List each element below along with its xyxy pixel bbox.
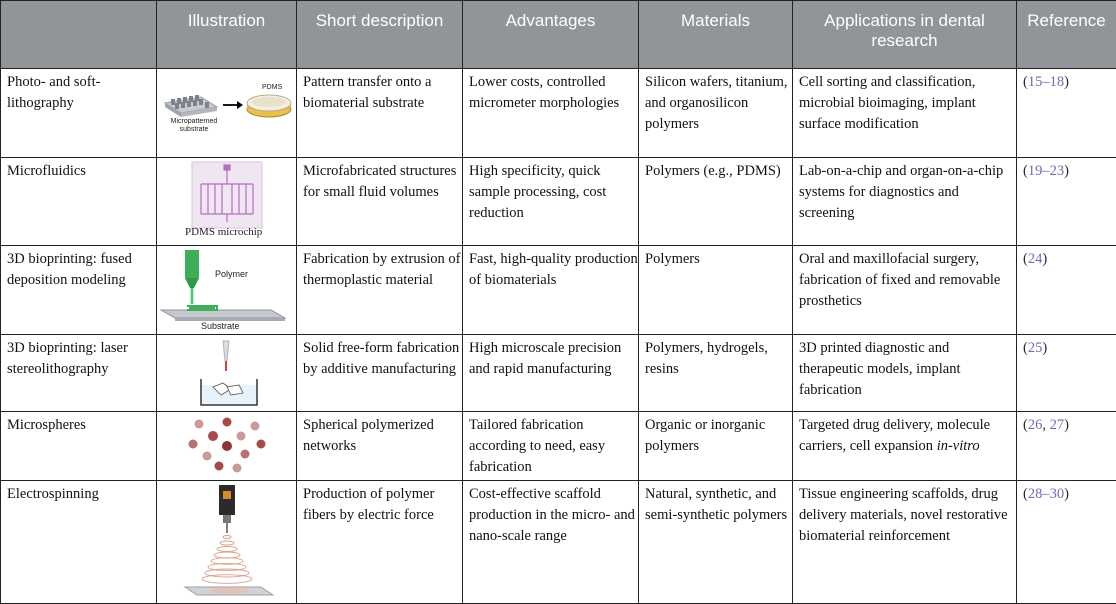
resin-vat-icon	[201, 379, 257, 405]
microchip-caption: PDMS microchip	[185, 225, 262, 239]
materials-cell: Polymers, hydrogels, resins	[639, 335, 793, 412]
header-materials: Materials	[639, 1, 793, 69]
materials-cell: Natural, synthetic, and semi-synthetic polymers	[639, 481, 793, 604]
applications-text: Targeted drug delivery, molecule carriers, cell expansion	[799, 417, 990, 454]
reference-cell: (19–23)	[1017, 158, 1116, 246]
header-row	[1, 1, 1116, 69]
technique-cell: 3D bioprinting: laser stereolithography	[1, 335, 157, 412]
applications-cell	[793, 412, 1017, 481]
microspheres-icon	[189, 418, 266, 473]
reference-cell: (26, 27)	[1017, 412, 1116, 481]
applications-cell: 3D printed diagnostic and therapeutic models, implant fabrication	[793, 335, 1017, 412]
microchip-icon	[192, 162, 262, 228]
electrospinning-illustration	[157, 481, 297, 603]
arrow-right-icon	[223, 101, 243, 109]
description-cell: Pattern transfer onto a biomaterial substrate	[297, 69, 463, 158]
header-reference: Reference	[1017, 1, 1116, 69]
header-applications: Applications in dental research	[793, 1, 1017, 69]
substrate-label: Substrate	[201, 321, 240, 331]
advantages-cell: Cost-effective scaffold production in the micro- and nano-scale range	[463, 481, 639, 604]
table-row	[1, 246, 1116, 335]
substrate-label: Micropatterned substrate	[163, 118, 225, 134]
reference-cell: (25)	[1017, 335, 1116, 412]
laser-icon	[223, 341, 229, 371]
technique-cell: Electrospinning	[1, 481, 157, 604]
advantages-cell: Tailored fabrication according to need, easy fabrication	[463, 412, 639, 481]
table-row	[1, 481, 1116, 604]
reference-link[interactable]: 19–23	[1028, 163, 1064, 179]
polymer-label: Polymer	[215, 269, 248, 279]
applications-cell: Oral and maxillofacial surgery, fabrication of fixed and removable prosthetics	[793, 246, 1017, 335]
header-illustration: Illustration	[157, 1, 297, 69]
technique-cell: Photo- and soft-lithography	[1, 69, 157, 158]
extruder-nozzle-icon	[185, 250, 199, 304]
applications-cell: Cell sorting and classification, microbial bioimaging, implant surface modification	[793, 69, 1017, 158]
technique-cell: Microfluidics	[1, 158, 157, 246]
technique-cell: Microspheres	[1, 412, 157, 481]
illustration-cell	[157, 481, 297, 604]
reference-link[interactable]: 26	[1028, 417, 1043, 433]
applications-cell: Tissue engineering scaffolds, drug delivery materials, novel restorative biomaterial reinforcement	[793, 481, 1017, 604]
reference-separator: ,	[1042, 417, 1049, 433]
description-cell: Microfabricated structures for small fluid volumes	[297, 158, 463, 246]
description-cell: Fabrication by extrusion of thermoplastic material	[297, 246, 463, 335]
illustration-cell	[157, 412, 297, 481]
applications-italic: in-vitro	[937, 438, 980, 454]
reference-link[interactable]: 15–18	[1028, 74, 1064, 90]
illustration-cell	[157, 335, 297, 412]
description-cell: Solid free-form fabrication by additive manufacturing	[297, 335, 463, 412]
advantages-cell: Fast, high-quality production of biomaterials	[463, 246, 639, 335]
lithography-illustration	[157, 69, 297, 157]
header-short-description: Short description	[297, 1, 463, 69]
reference-link[interactable]: 24	[1028, 251, 1043, 267]
reference-cell: (24)	[1017, 246, 1116, 335]
materials-cell: Polymers	[639, 246, 793, 335]
substrate-plate-icon	[161, 306, 285, 321]
collector-plate-icon	[185, 587, 273, 595]
stereolithography-illustration	[157, 335, 297, 411]
applications-cell: Lab-on-a-chip and organ-on-a-chip systems for diagnostics and screening	[793, 158, 1017, 246]
reference-link[interactable]: 27	[1050, 417, 1065, 433]
table-row	[1, 335, 1116, 412]
materials-cell: Silicon wafers, titanium, and organosilicon polymers	[639, 69, 793, 158]
reference-cell: (15–18)	[1017, 69, 1116, 158]
pdms-disc-icon	[247, 95, 291, 117]
illustration-cell	[157, 246, 297, 335]
reference-cell: (28–30)	[1017, 481, 1116, 604]
header-advantages: Advantages	[463, 1, 639, 69]
pdms-label: PDMS	[262, 84, 282, 92]
materials-cell: Organic or inorganic polymers	[639, 412, 793, 481]
description-cell: Spherical polymerized networks	[297, 412, 463, 481]
micropatterned-substrate-icon	[165, 95, 217, 117]
table-row	[1, 412, 1116, 481]
microspheres-illustration	[157, 412, 297, 480]
syringe-pump-icon	[219, 485, 235, 533]
illustration-cell	[157, 69, 297, 158]
advantages-cell: Lower costs, controlled micrometer morphologies	[463, 69, 639, 158]
reference-link[interactable]: 28–30	[1028, 486, 1064, 502]
advantages-cell: High specificity, quick sample processing, cost reduction	[463, 158, 639, 246]
illustration-cell	[157, 158, 297, 246]
table-row	[1, 158, 1116, 246]
reference-link[interactable]: 25	[1028, 340, 1043, 356]
materials-cell: Polymers (e.g., PDMS)	[639, 158, 793, 246]
advantages-cell: High microscale precision and rapid manufacturing	[463, 335, 639, 412]
fiber-spiral-icon	[202, 536, 252, 584]
technique-cell: 3D bioprinting: fused deposition modeling	[1, 246, 157, 335]
table-row	[1, 69, 1116, 158]
header-technique	[1, 1, 157, 69]
description-cell: Production of polymer fibers by electric force	[297, 481, 463, 604]
